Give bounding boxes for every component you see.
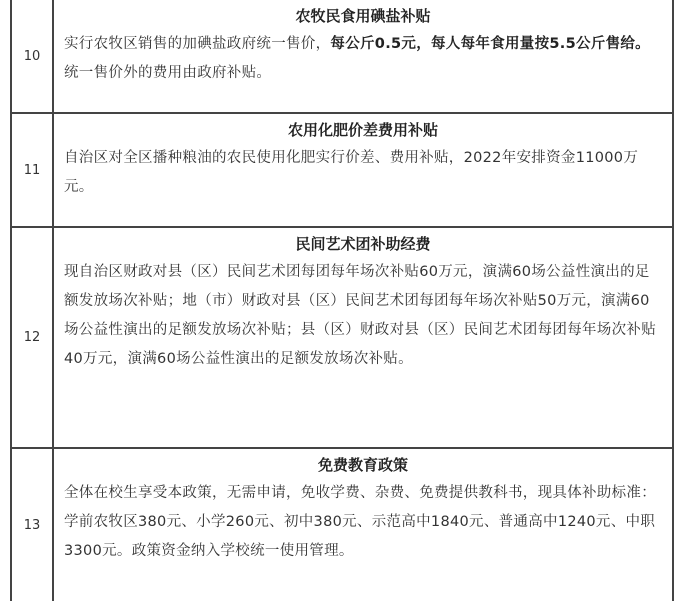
row-title: 农牧民食用碘盐补贴 [295, 7, 431, 25]
row-text-part: 实行农牧区销售的加碘盐政府统一售价， [64, 36, 331, 52]
row-number: 13 [12, 449, 54, 601]
row-text [64, 30, 662, 88]
row-content [54, 449, 672, 601]
row-number: 11 [12, 114, 54, 226]
row-content [54, 114, 672, 226]
row-title: 民间艺术团补助经费 [295, 235, 431, 253]
row-text: 全体在校生享受本政策，无需申请，免收学费、杂费、免费提供教科书，现具体补助标准：学前农牧区380元、小学260元、初中380元、示范高中1840元、普通高中1240元、中职3300元。政策资金纳入学校统一使用管理。 [64, 485, 656, 559]
table-row [12, 228, 672, 449]
row-text-part: 统一售价外的费用由政府补贴。 [64, 65, 272, 81]
table-row [12, 449, 672, 601]
row-text: 自治区对全区播种粮油的农民使用化肥实行价差、费用补贴，2022年安排资金11000万元。 [64, 150, 639, 195]
row-text: 现自治区财政对县（区）民间艺术团每团每年场次补贴60万元，演满60场公益性演出的足额发放场次补贴；地（市）财政对县（区）民间艺术团每团每年场次补贴50万元，演满60场公益性演出的足额发放场次补贴；县（区）财政对县（区）民间艺术团每团每年场次补贴40万元，演满60场公益性演出的足额发放场次补贴。 [64, 264, 656, 367]
row-content [54, 228, 672, 447]
row-title: 农用化肥价差费用补贴 [287, 121, 438, 139]
row-content [54, 0, 672, 112]
table-row [12, 114, 672, 228]
row-number: 12 [12, 228, 54, 447]
row-text-bold: 每公斤0.5元，每人每年食用量按5.5公斤售给。 [330, 36, 650, 52]
table-row [12, 0, 672, 114]
row-title: 免费教育政策 [317, 456, 408, 474]
policy-table [10, 0, 674, 601]
row-number: 10 [12, 0, 54, 112]
